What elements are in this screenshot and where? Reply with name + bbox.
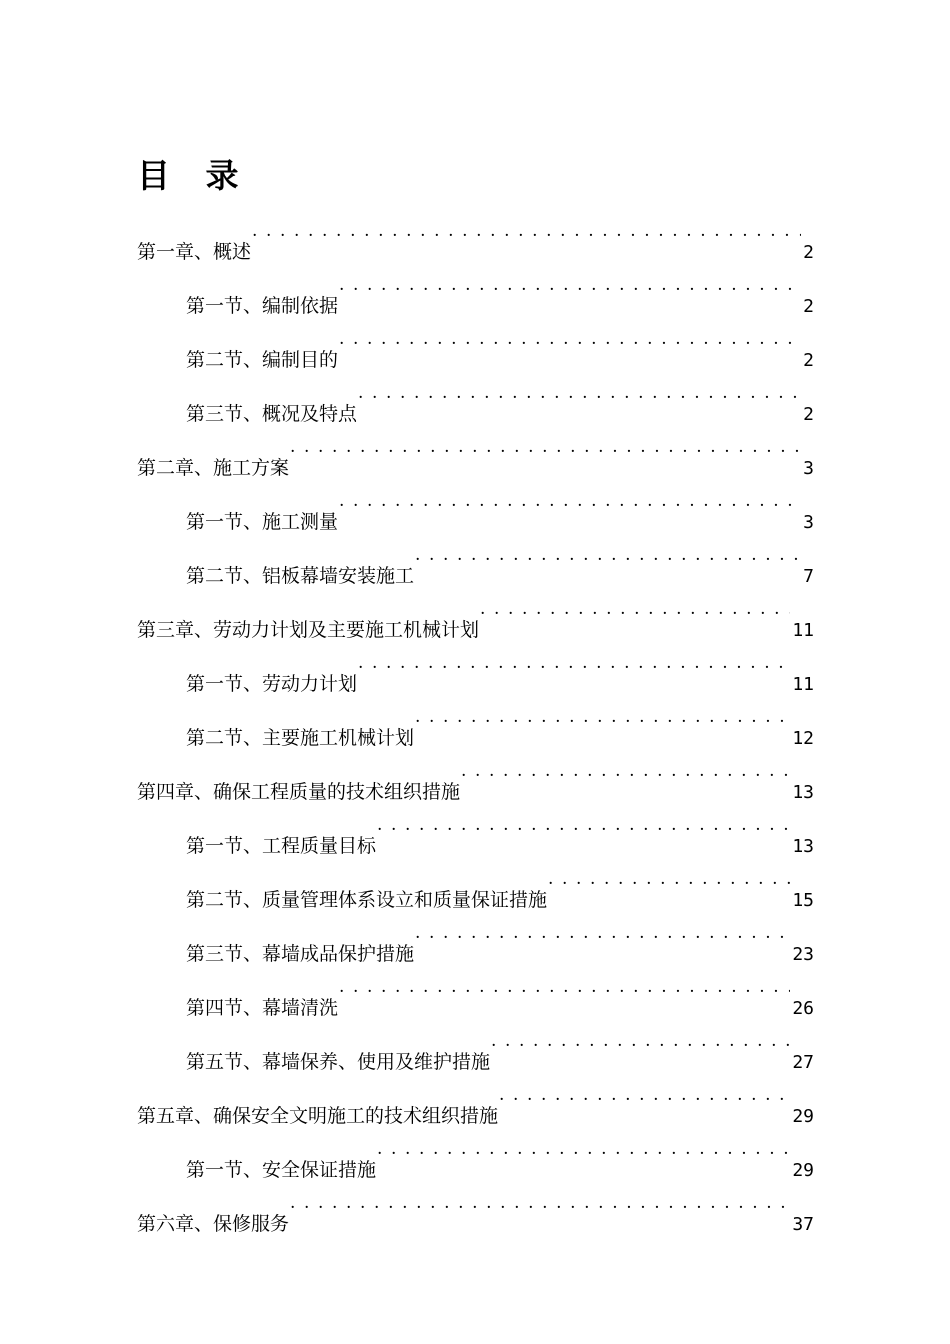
toc-page-number: 26 <box>792 998 814 1019</box>
toc-list <box>0 204 950 1235</box>
toc-page-number: 15 <box>792 890 814 911</box>
toc-entry-label: 第一节、编制依据 <box>186 295 339 317</box>
toc-dot-leader <box>290 420 801 474</box>
toc-dot-leader <box>415 690 790 744</box>
toc-dot-leader <box>415 906 790 960</box>
toc-page-number: 11 <box>792 620 814 641</box>
toc-dot-leader <box>415 528 801 582</box>
toc-page-number: 29 <box>792 1106 814 1127</box>
toc-page-number: 27 <box>792 1052 814 1073</box>
toc-dot-leader <box>339 960 790 1014</box>
toc-page-number: 11 <box>792 674 814 695</box>
toc-entry-chapter[interactable] <box>0 204 950 263</box>
toc-entry-label: 第二章、施工方案 <box>137 457 290 479</box>
toc-dot-leader <box>377 1122 790 1176</box>
toc-entry-label: 第二节、质量管理体系设立和质量保证措施 <box>186 889 548 911</box>
toc-entry-label: 第二节、主要施工机械计划 <box>186 727 415 749</box>
toc-dot-leader <box>290 1176 790 1230</box>
toc-entry-label: 第一章、概述 <box>137 241 252 263</box>
toc-dot-leader <box>358 366 801 420</box>
toc-entry-label: 第二节、铝板幕墙安装施工 <box>186 565 415 587</box>
toc-dot-leader <box>339 312 801 366</box>
toc-page-number: 29 <box>792 1160 814 1181</box>
toc-page-number: 2 <box>803 242 814 263</box>
toc-dot-leader <box>480 582 790 636</box>
toc-page-number: 7 <box>803 566 814 587</box>
toc-page-number: 2 <box>803 350 814 371</box>
toc-dot-leader <box>339 474 801 528</box>
toc-dot-leader <box>377 798 790 852</box>
toc-dot-leader <box>358 636 790 690</box>
toc-entry-label: 第四节、幕墙清洗 <box>186 997 339 1019</box>
toc-page-number: 2 <box>803 296 814 317</box>
toc-entry-label: 第三章、劳动力计划及主要施工机械计划 <box>137 619 480 641</box>
toc-dot-leader <box>491 1014 790 1068</box>
toc-entry-label: 第一节、施工测量 <box>186 511 339 533</box>
toc-entry-label: 第六章、保修服务 <box>137 1213 290 1235</box>
toc-dot-leader <box>499 1068 790 1122</box>
toc-dot-leader <box>339 258 801 312</box>
toc-page-number: 3 <box>803 458 814 479</box>
toc-entry-label: 第二节、编制目的 <box>186 349 339 371</box>
toc-entry-label: 第三节、概况及特点 <box>186 403 358 425</box>
toc-page-number: 2 <box>803 404 814 425</box>
toc-entry-label: 第一节、工程质量目标 <box>186 835 377 857</box>
toc-page-number: 23 <box>792 944 814 965</box>
toc-page-number: 12 <box>792 728 814 749</box>
toc-dot-leader <box>461 744 790 798</box>
toc-entry-label: 第一节、劳动力计划 <box>186 673 358 695</box>
toc-page-number: 3 <box>803 512 814 533</box>
toc-entry-label: 第一节、安全保证措施 <box>186 1159 377 1181</box>
toc-title: 目 录 <box>137 156 251 195</box>
toc-entry-label: 第五节、幕墙保养、使用及维护措施 <box>186 1051 491 1073</box>
toc-entry-label: 第四章、确保工程质量的技术组织措施 <box>137 781 461 803</box>
toc-page-number: 37 <box>792 1214 814 1235</box>
toc-dot-leader <box>252 204 801 258</box>
toc-entry-label: 第五章、确保安全文明施工的技术组织措施 <box>137 1105 499 1127</box>
toc-page-number: 13 <box>792 782 814 803</box>
toc-page-number: 13 <box>792 836 814 857</box>
toc-dot-leader <box>548 852 790 906</box>
toc-entry-label: 第三节、幕墙成品保护措施 <box>186 943 415 965</box>
